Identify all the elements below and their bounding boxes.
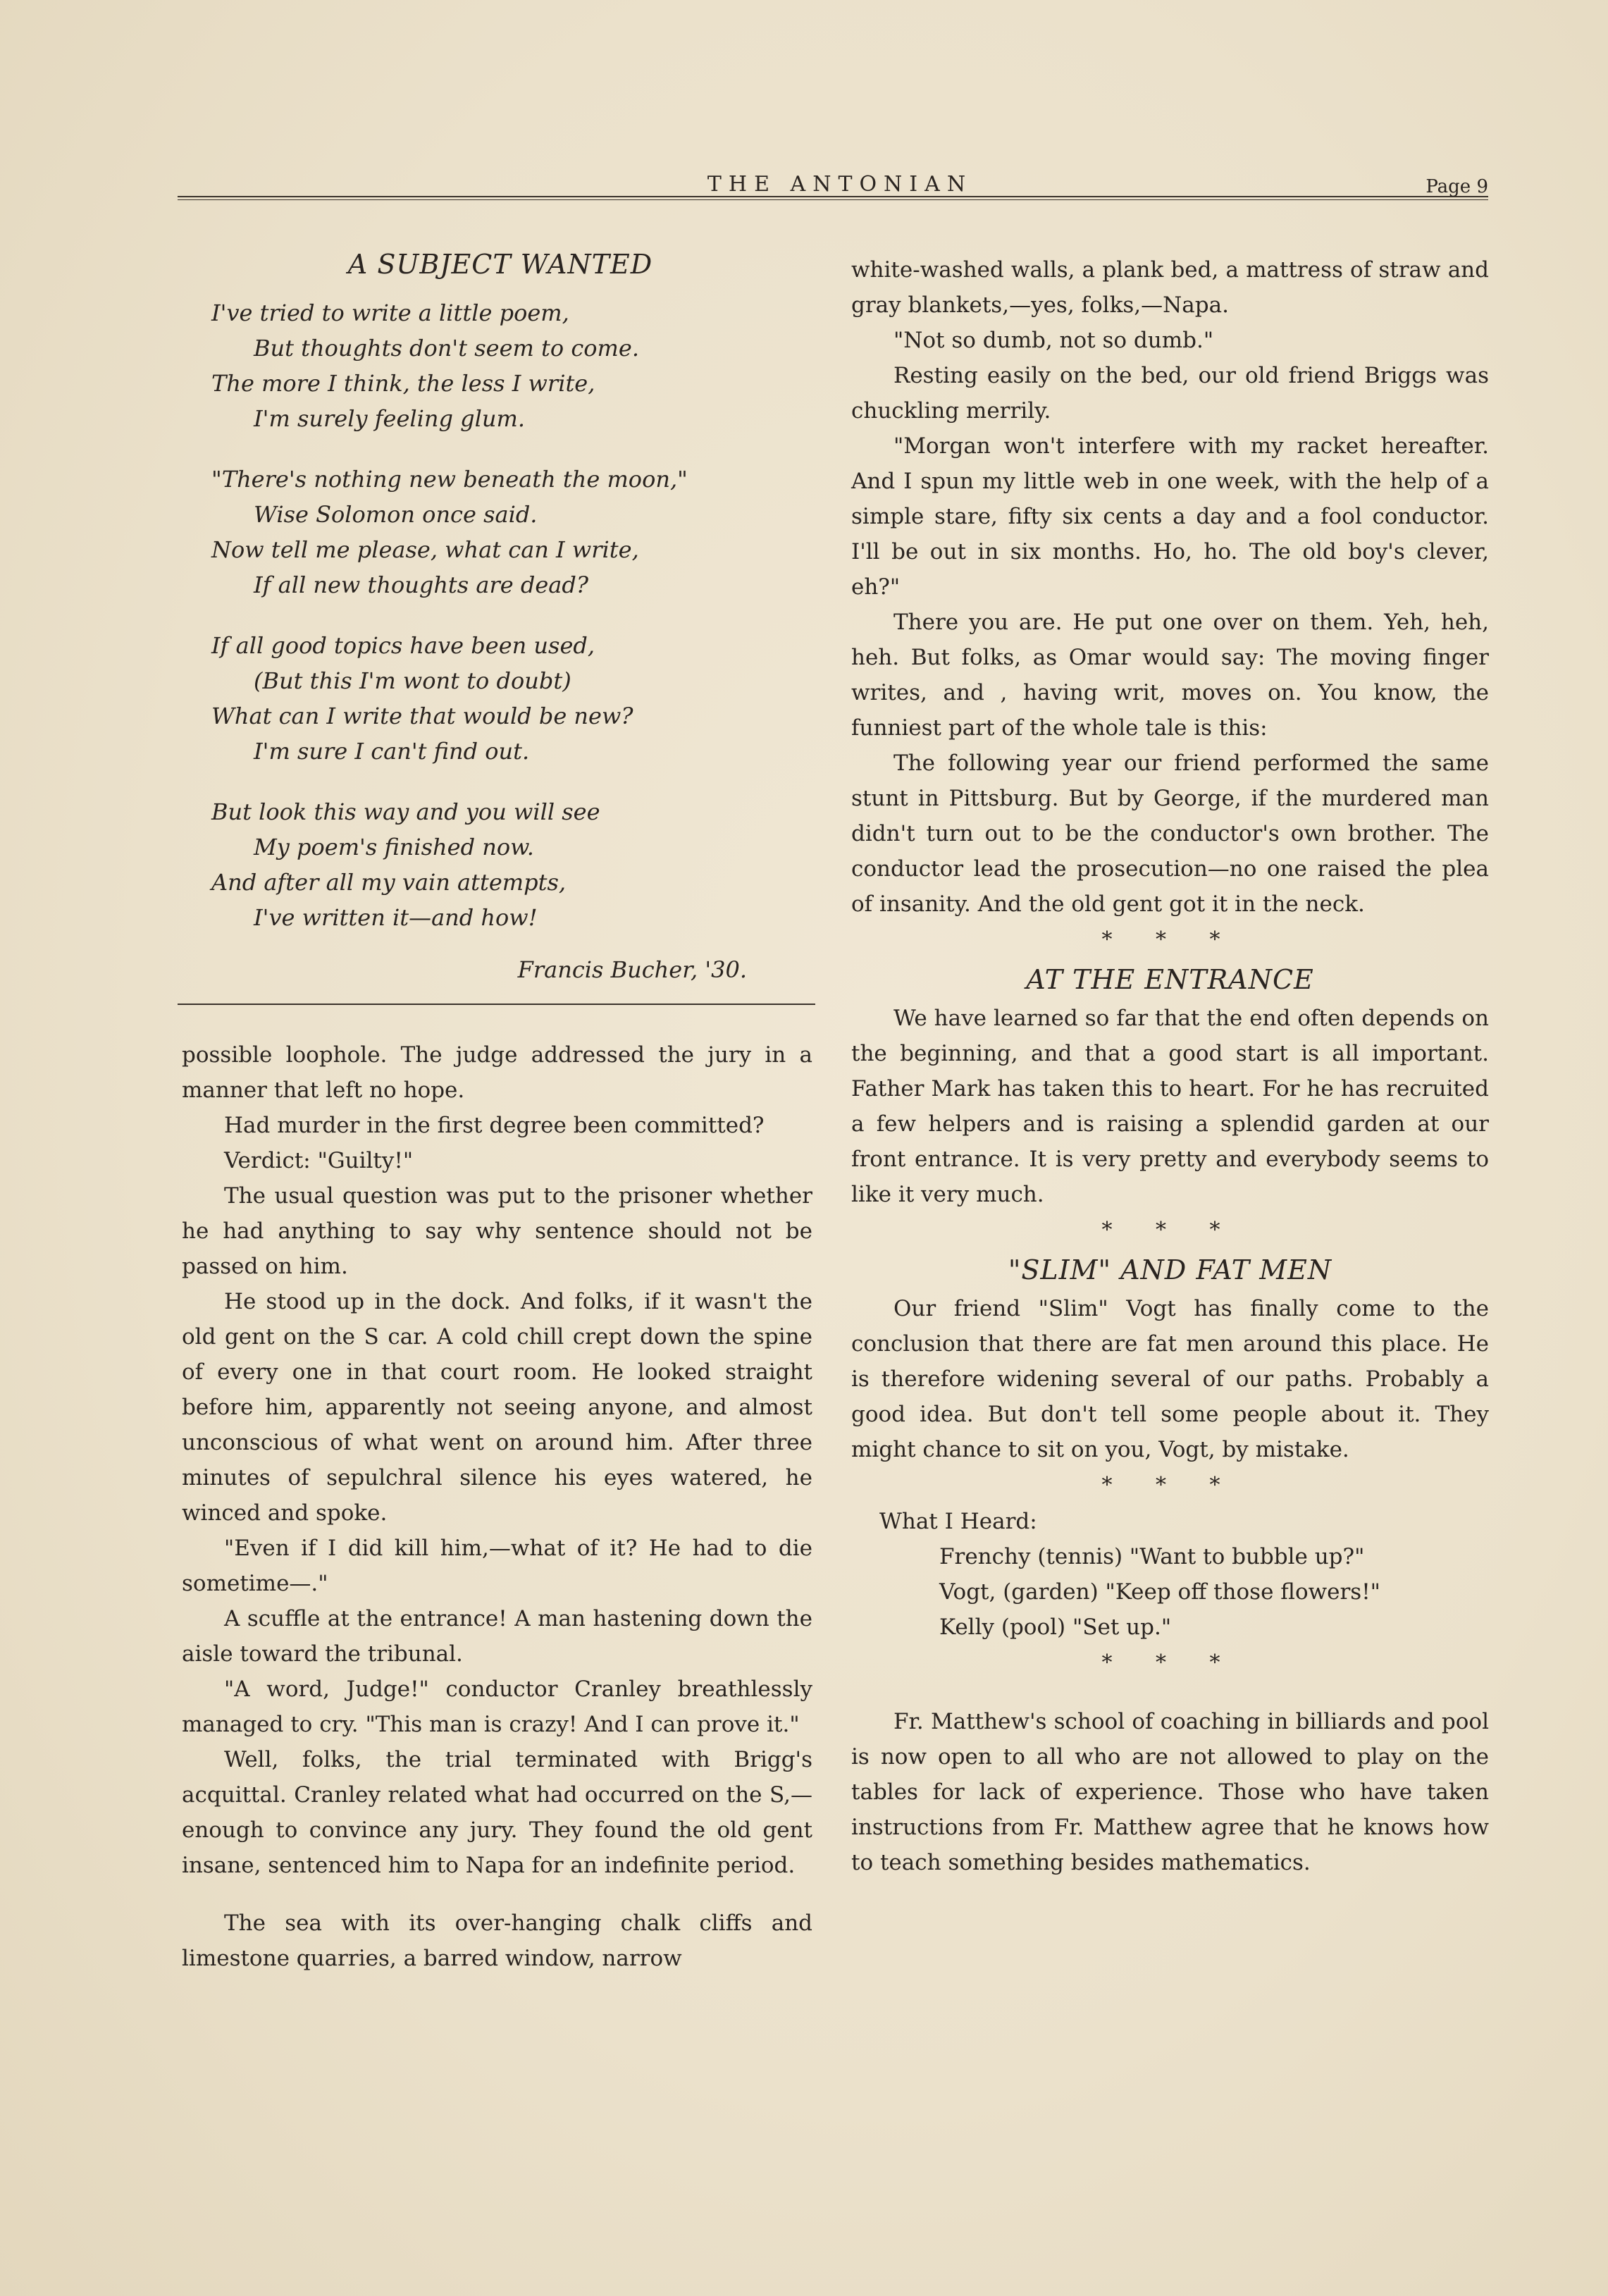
- story-paragraph: Verdict: "Guilty!": [224, 1148, 414, 1173]
- poem-stanza-4: [211, 794, 789, 935]
- story-paragraph: Resting easily on the bed, our old friend Briggs was chuckling merrily.: [851, 363, 1489, 424]
- story-paragraph: There you are. He put one over on them. Yeh, heh, heh. But folks, as Omar would say: The moving finger writes, and , having writ, moves on. You know, the funniest part of the whole tale is this:: [851, 610, 1489, 741]
- billiards-text: Fr. Matthew's school of coaching in billiards and pool is now open to all who are not allowed to play on the tables for lack of experience. Those who have taken instructions from Fr. Matthew agree that he knows how to teach something besides mathematics.: [851, 1709, 1489, 1875]
- journal-title: THE ANTONIAN: [707, 172, 973, 197]
- right-column: [851, 252, 1489, 1880]
- story-paragraph: "Morgan won't interfere with my racket hereafter. And I spun my little web in one week, with the help of a simple stare, fifty six cents a day and a fool conductor. I'll be out in six months. Ho, ho. The old boy's clever, eh?": [851, 433, 1489, 600]
- poem-line: But look this way and you will see: [211, 798, 600, 825]
- poem-byline: Francis Bucher, '30.: [517, 956, 747, 983]
- story-paragraph: The usual question was put to the prisoner whether he had anything to say why sentence should not be passed on him.: [182, 1183, 812, 1279]
- section-separator: * * *: [1101, 1218, 1239, 1242]
- story-paragraph: The sea with its over-hanging chalk cliffs and limestone quarries, a barred window, narrow: [182, 1911, 812, 1971]
- poem-line: Now tell me please, what can I write,: [211, 536, 639, 563]
- story-paragraph: "A word, Judge!" conductor Cranley breathlessly managed to cry. "This man is crazy! And I can prove it.": [182, 1677, 812, 1737]
- poem-line: What can I write that would be new?: [211, 703, 633, 729]
- entrance-text: We have learned so far that the end often depends on the beginning, and that a good start is all important. Father Mark has taken this to heart. For he has recruited a few helpers and is raising a splendid garden at our front entrance. It is very pretty and everybody seems to like it very much.: [851, 1006, 1489, 1207]
- poem-line: But thoughts don't seem to come.: [254, 335, 639, 362]
- story-paragraph: "Even if I did kill him,—what of it? He had to die sometime—.": [182, 1536, 812, 1596]
- poem-line: If all new thoughts are dead?: [254, 572, 588, 598]
- story-paragraph: Had murder in the first degree been committed?: [224, 1113, 765, 1138]
- story-paragraph: white-washed walls, a plank bed, a mattress of straw and gray blankets,—yes, folks,—Napa.: [851, 257, 1489, 318]
- story-paragraph: The following year our friend performed the same stunt in Pittsburg. But by George, if the murdered man didn't turn out to be the conductor's own brother. The conductor lead the prosecution—no one raised the plea of insanity. And the old gent got it in the neck.: [851, 751, 1489, 917]
- poem-line: And after all my vain attempts,: [211, 869, 567, 896]
- entrance-title: AT THE ENTRANCE: [1026, 964, 1314, 995]
- poem-line: I've written it—and how!: [254, 904, 538, 931]
- page-number: Page 9: [1425, 176, 1488, 197]
- poem-line: (But this I'm wont to doubt): [254, 667, 571, 694]
- heard-item: Frenchy (tennis) "Want to bubble up?": [939, 1544, 1365, 1569]
- poem-title: A SUBJECT WANTED: [347, 249, 653, 280]
- poem-stanza-3: [211, 628, 789, 769]
- running-head: [178, 172, 1488, 200]
- poem-line: "There's nothing new beneath the moon,": [211, 466, 688, 493]
- section-separator: * * *: [1101, 1473, 1239, 1498]
- poem-line: The more I think, the less I write,: [211, 370, 595, 397]
- story-paragraph: "Not so dumb, not so dumb.": [893, 328, 1214, 353]
- section-divider: [178, 1004, 815, 1005]
- story-paragraph: Well, folks, the trial terminated with Brigg's acquittal. Cranley related what had occurred on the S,—enough to convince any jury. They found the old gent insane, sentenced him to Napa for an indefinite period.: [182, 1747, 812, 1878]
- section-separator: * * *: [1101, 1650, 1239, 1675]
- poem-stanza-2: [211, 462, 789, 603]
- heard-item: Kelly (pool) "Set up.": [939, 1615, 1172, 1640]
- story-paragraph: He stood up in the dock. And folks, if it wasn't the old gent on the S car. A cold chill crept down the spine of every one in that court room. He looked straight before him, apparently not seeing anyone, and almost unconscious of what went on around him. After three minutes of sepulchral silence his eyes watered, he winced and spoke.: [182, 1289, 812, 1526]
- poem-body: [211, 295, 789, 987]
- poem-stanza-1: [211, 295, 789, 436]
- poem-line: I'm surely feeling glum.: [254, 405, 525, 432]
- heard-item: Vogt, (garden) "Keep off those flowers!": [939, 1579, 1380, 1605]
- poem-line: I've tried to write a little poem,: [211, 300, 569, 326]
- story-paragraph: possible loophole. The judge addressed the jury in a manner that left no hope.: [182, 1042, 812, 1103]
- paragraph-gap: [182, 1883, 812, 1906]
- poem-line: Wise Solomon once said.: [254, 501, 538, 528]
- poem-line: If all good topics have been used,: [211, 632, 595, 659]
- paragraph-gap: [851, 1681, 1489, 1704]
- slim-text: Our friend "Slim" Vogt has finally come to the conclusion that there are fat men around this place. He is therefore widening several of our paths. Probably a good idea. But don't tell some people about it. They might chance to sit on you, Vogt, by mistake.: [851, 1296, 1489, 1462]
- poem-line: I'm sure I can't find out.: [254, 738, 530, 765]
- left-story: [182, 1037, 812, 1976]
- heard-title: What I Heard:: [879, 1509, 1037, 1534]
- story-paragraph: A scuffle at the entrance! A man hastening down the aisle toward the tribunal.: [182, 1606, 812, 1667]
- poem-block: [211, 243, 789, 987]
- poem-line: My poem's finished now.: [254, 834, 534, 860]
- slim-title: "SLIM" AND FAT MEN: [1008, 1254, 1332, 1285]
- section-separator: * * *: [1101, 927, 1239, 952]
